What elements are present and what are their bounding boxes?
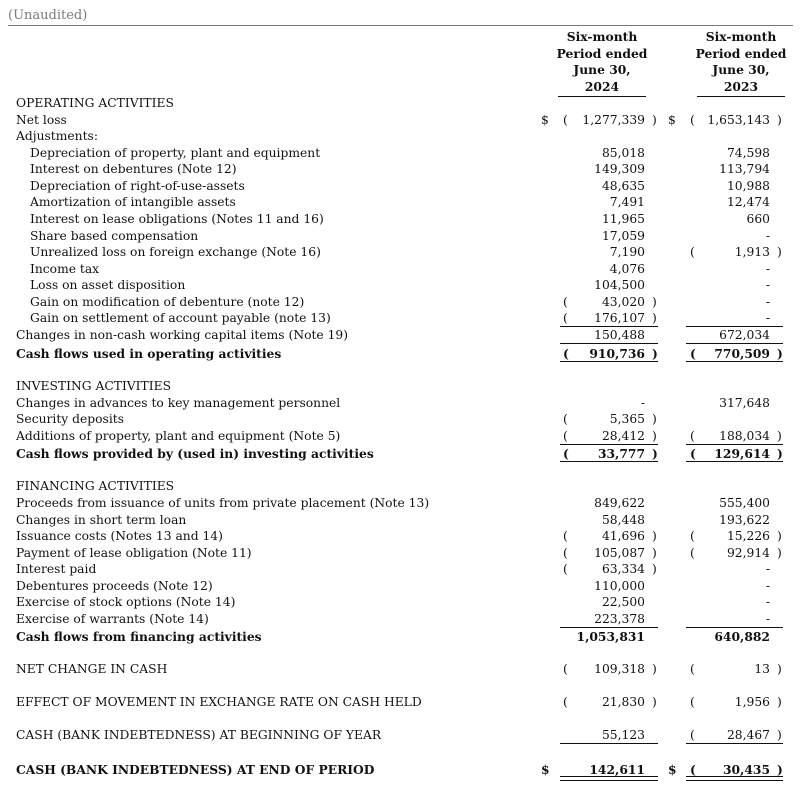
value-2023: 1,956 [734, 695, 770, 709]
row-label: Interest paid [16, 562, 97, 576]
value-2023: - [765, 262, 770, 276]
table-row [0, 512, 800, 529]
row-label: Net loss [16, 113, 67, 127]
table-row [0, 594, 800, 611]
value-2024: 11,965 [601, 212, 645, 226]
table-row [0, 411, 800, 428]
row-label: Gain on modification of debenture (note 12) [30, 295, 305, 309]
negative-close-paren: ) [652, 662, 657, 676]
negative-close-paren: ) [777, 529, 782, 543]
value-2023: 113,794 [719, 162, 770, 176]
column-header-2023 [695, 29, 787, 95]
negative-open-paren: ( [690, 429, 695, 443]
value-2023: 1,913 [734, 245, 770, 259]
negative-close-paren: ) [652, 311, 657, 325]
currency-symbol: $ [668, 113, 676, 127]
value-2024: 149,309 [594, 162, 645, 176]
negative-open-paren: ( [690, 346, 696, 361]
value-2023: 10,988 [726, 179, 770, 193]
table-row [0, 611, 800, 628]
row-label: Loss on asset disposition [30, 278, 186, 292]
currency-symbol: $ [541, 113, 549, 127]
value-2023: 30,435 [722, 762, 770, 777]
row-label: Cash flows provided by (used in) investing activities [16, 446, 374, 461]
value-2024: 85,018 [601, 146, 645, 160]
value-2023: 193,622 [719, 513, 770, 527]
negative-close-paren: ) [777, 245, 782, 259]
table-row [0, 294, 800, 311]
row-label: Additions of property, plant and equipment (Note 5) [16, 429, 341, 443]
value-2024: 63,334 [601, 562, 645, 576]
subtotal-underline [686, 461, 783, 462]
negative-open-paren: ( [690, 529, 695, 543]
value-2023: - [765, 562, 770, 576]
table-row [0, 378, 800, 395]
value-2023: 1,653,143 [707, 113, 770, 127]
negative-open-paren: ( [690, 245, 695, 259]
table-row [0, 761, 800, 778]
table-row [0, 277, 800, 294]
row-label: Changes in non-cash working capital items (Note 19) [16, 328, 349, 342]
row-label: Changes in short term loan [16, 513, 187, 527]
subtotal-underline [560, 743, 658, 744]
negative-open-paren: ( [563, 662, 568, 676]
negative-close-paren: ) [777, 113, 782, 127]
table-row [0, 211, 800, 228]
negative-close-paren: ) [652, 529, 657, 543]
value-2023: 660 [746, 212, 770, 226]
total-double-underline [686, 776, 783, 781]
row-label: CASH (BANK INDEBTEDNESS) AT BEGINNING OF YEAR [16, 728, 382, 742]
value-2024: 4,076 [609, 262, 645, 276]
table-row [0, 545, 800, 562]
negative-open-paren: ( [563, 429, 568, 443]
row-label: NET CHANGE IN CASH [16, 662, 168, 676]
row-label: CASH (BANK INDEBTEDNESS) AT END OF PERIOD [16, 762, 375, 777]
value-2024: 43,020 [601, 295, 645, 309]
column-header-2024 [556, 29, 648, 95]
value-2023: 640,882 [714, 629, 770, 644]
row-label: Cash flows from financing activities [16, 629, 262, 644]
negative-open-paren: ( [690, 662, 695, 676]
table-row [0, 261, 800, 278]
row-label: Income tax [30, 262, 100, 276]
value-2024: 104,500 [594, 278, 645, 292]
negative-close-paren: ) [652, 295, 657, 309]
row-label: INVESTING ACTIVITIES [16, 379, 171, 393]
negative-close-paren: ) [777, 728, 782, 742]
column-header-line: June 30, [712, 62, 770, 77]
value-2024: 58,448 [601, 513, 645, 527]
row-label: Proceeds from issuance of units from private placement (Note 13) [16, 496, 430, 510]
negative-close-paren: ) [652, 695, 657, 709]
negative-open-paren: ( [690, 762, 696, 777]
column-header-line: Period ended [695, 45, 787, 61]
table-row [0, 478, 800, 495]
column-header-year: 2024 [584, 78, 620, 94]
table-row [0, 178, 800, 195]
value-2023: 672,034 [719, 328, 770, 342]
table-row [0, 445, 800, 462]
table-row [0, 495, 800, 512]
negative-open-paren: ( [690, 695, 695, 709]
value-2024: 910,736 [589, 346, 645, 361]
value-2024: 28,412 [601, 429, 645, 443]
row-label: Adjustments: [16, 129, 98, 143]
table-row [0, 128, 800, 145]
value-2023: - [765, 595, 770, 609]
value-2023: 317,648 [719, 396, 770, 410]
negative-close-paren: ) [777, 446, 783, 461]
subtotal-underline [686, 743, 783, 744]
negative-close-paren: ) [777, 429, 782, 443]
column-header-year: 2023 [723, 78, 759, 94]
table-row [0, 428, 800, 445]
row-label: Depreciation of right-of-use-assets [30, 179, 245, 193]
value-2024: 41,696 [601, 529, 645, 543]
negative-open-paren: ( [563, 546, 568, 560]
column-header-line: Six-month [705, 29, 777, 44]
table-row [0, 628, 800, 645]
row-label: FINANCING ACTIVITIES [16, 479, 175, 493]
table-row [0, 727, 800, 744]
negative-open-paren: ( [563, 412, 568, 426]
value-2023: 770,509 [714, 346, 770, 361]
negative-close-paren: ) [777, 695, 782, 709]
table-row [0, 528, 800, 545]
row-label: OPERATING ACTIVITIES [16, 96, 174, 110]
table-row [0, 194, 800, 211]
value-2024: 7,491 [609, 195, 645, 209]
row-label: Cash flows used in operating activities [16, 346, 282, 361]
negative-open-paren: ( [563, 695, 568, 709]
value-2023: 15,226 [726, 529, 770, 543]
negative-open-paren: ( [563, 346, 569, 361]
negative-open-paren: ( [563, 295, 568, 309]
subtotal-underline [686, 361, 783, 362]
table-row [0, 661, 800, 678]
negative-close-paren: ) [777, 762, 783, 777]
unaudited-label: (Unaudited) [8, 6, 793, 26]
value-2024: 55,123 [601, 728, 645, 742]
table-row [0, 244, 800, 261]
negative-open-paren: ( [563, 562, 568, 576]
table-row [0, 161, 800, 178]
table-row [0, 112, 800, 129]
negative-close-paren: ) [777, 662, 782, 676]
value-2024: 33,777 [597, 446, 645, 461]
value-2023: - [765, 612, 770, 626]
value-2023: 28,467 [726, 728, 770, 742]
row-label: Exercise of stock options (Note 14) [16, 595, 236, 609]
table-row [0, 228, 800, 245]
table-row [0, 694, 800, 711]
negative-close-paren: ) [777, 546, 782, 560]
row-label: Changes in advances to key management personnel [16, 396, 341, 410]
value-2023: 92,914 [726, 546, 770, 560]
row-label: Exercise of warrants (Note 14) [16, 612, 209, 626]
value-2024: 7,190 [609, 245, 645, 259]
table-row [0, 345, 800, 362]
currency-symbol: $ [668, 762, 677, 777]
row-label: Depreciation of property, plant and equipment [30, 146, 321, 160]
row-label: Issuance costs (Notes 13 and 14) [16, 529, 223, 543]
negative-close-paren: ) [777, 346, 783, 361]
row-label: Unrealized loss on foreign exchange (Note 16) [30, 245, 321, 259]
value-2023: 129,614 [714, 446, 770, 461]
value-2024: 150,488 [594, 328, 645, 342]
value-2023: - [765, 278, 770, 292]
table-row [0, 327, 800, 344]
negative-close-paren: ) [652, 546, 657, 560]
value-2024: 105,087 [594, 546, 645, 560]
negative-open-paren: ( [563, 446, 569, 461]
table-row [0, 310, 800, 327]
value-2023: 13 [754, 662, 770, 676]
value-2024: 142,611 [589, 762, 645, 777]
value-2024: 48,635 [601, 179, 645, 193]
column-header-line: Six-month [566, 29, 638, 44]
row-label: Interest on lease obligations (Notes 11 and 16) [30, 212, 324, 226]
table-row [0, 578, 800, 595]
subtotal-underline [560, 343, 658, 344]
value-2024: 176,107 [594, 311, 645, 325]
row-label: EFFECT OF MOVEMENT IN EXCHANGE RATE ON CASH HELD [16, 695, 422, 709]
negative-open-paren: ( [690, 546, 695, 560]
table-row [0, 395, 800, 412]
subtotal-underline [560, 361, 658, 362]
negative-close-paren: ) [652, 562, 657, 576]
negative-open-paren: ( [690, 113, 695, 127]
negative-open-paren: ( [563, 529, 568, 543]
negative-close-paren: ) [652, 346, 658, 361]
column-header-line: Period ended [556, 45, 648, 61]
subtotal-underline [560, 461, 658, 462]
negative-open-paren: ( [690, 446, 696, 461]
negative-open-paren: ( [563, 113, 568, 127]
negative-open-paren: ( [563, 311, 568, 325]
row-label: Amortization of intangible assets [30, 195, 236, 209]
value-2023: 12,474 [726, 195, 770, 209]
row-label: Debentures proceeds (Note 12) [16, 579, 213, 593]
value-2024: 17,059 [601, 229, 645, 243]
negative-open-paren: ( [690, 728, 695, 742]
subtotal-underline [686, 343, 783, 344]
table-row [0, 561, 800, 578]
row-label: Security deposits [16, 412, 125, 426]
value-2024: 109,318 [594, 662, 645, 676]
value-2024: 223,378 [594, 612, 645, 626]
row-label: Gain on settlement of account payable (note 13) [30, 311, 331, 325]
negative-close-paren: ) [652, 446, 658, 461]
value-2023: 74,598 [726, 146, 770, 160]
row-label: Payment of lease obligation (Note 11) [16, 546, 252, 560]
value-2024: 21,830 [601, 695, 645, 709]
value-2024: 849,622 [594, 496, 645, 510]
column-header-line: June 30, [573, 62, 631, 77]
value-2024: 1,053,831 [576, 629, 645, 644]
negative-close-paren: ) [652, 113, 657, 127]
currency-symbol: $ [541, 762, 550, 777]
value-2024: 110,000 [594, 579, 645, 593]
value-2024: 1,277,339 [582, 113, 645, 127]
value-2024: 5,365 [609, 412, 645, 426]
value-2024: 22,500 [601, 595, 645, 609]
value-2023: - [765, 229, 770, 243]
total-double-underline [560, 776, 658, 781]
negative-close-paren: ) [652, 429, 657, 443]
table-row [0, 145, 800, 162]
value-2023: - [765, 295, 770, 309]
value-2023: 555,400 [719, 496, 770, 510]
row-label: Share based compensation [30, 229, 199, 243]
value-2023: 188,034 [719, 429, 770, 443]
negative-close-paren: ) [652, 412, 657, 426]
table-row [0, 95, 800, 112]
value-2023: - [765, 311, 770, 325]
row-label: Interest on debentures (Note 12) [30, 162, 237, 176]
value-2024: - [640, 396, 645, 410]
value-2023: - [765, 579, 770, 593]
